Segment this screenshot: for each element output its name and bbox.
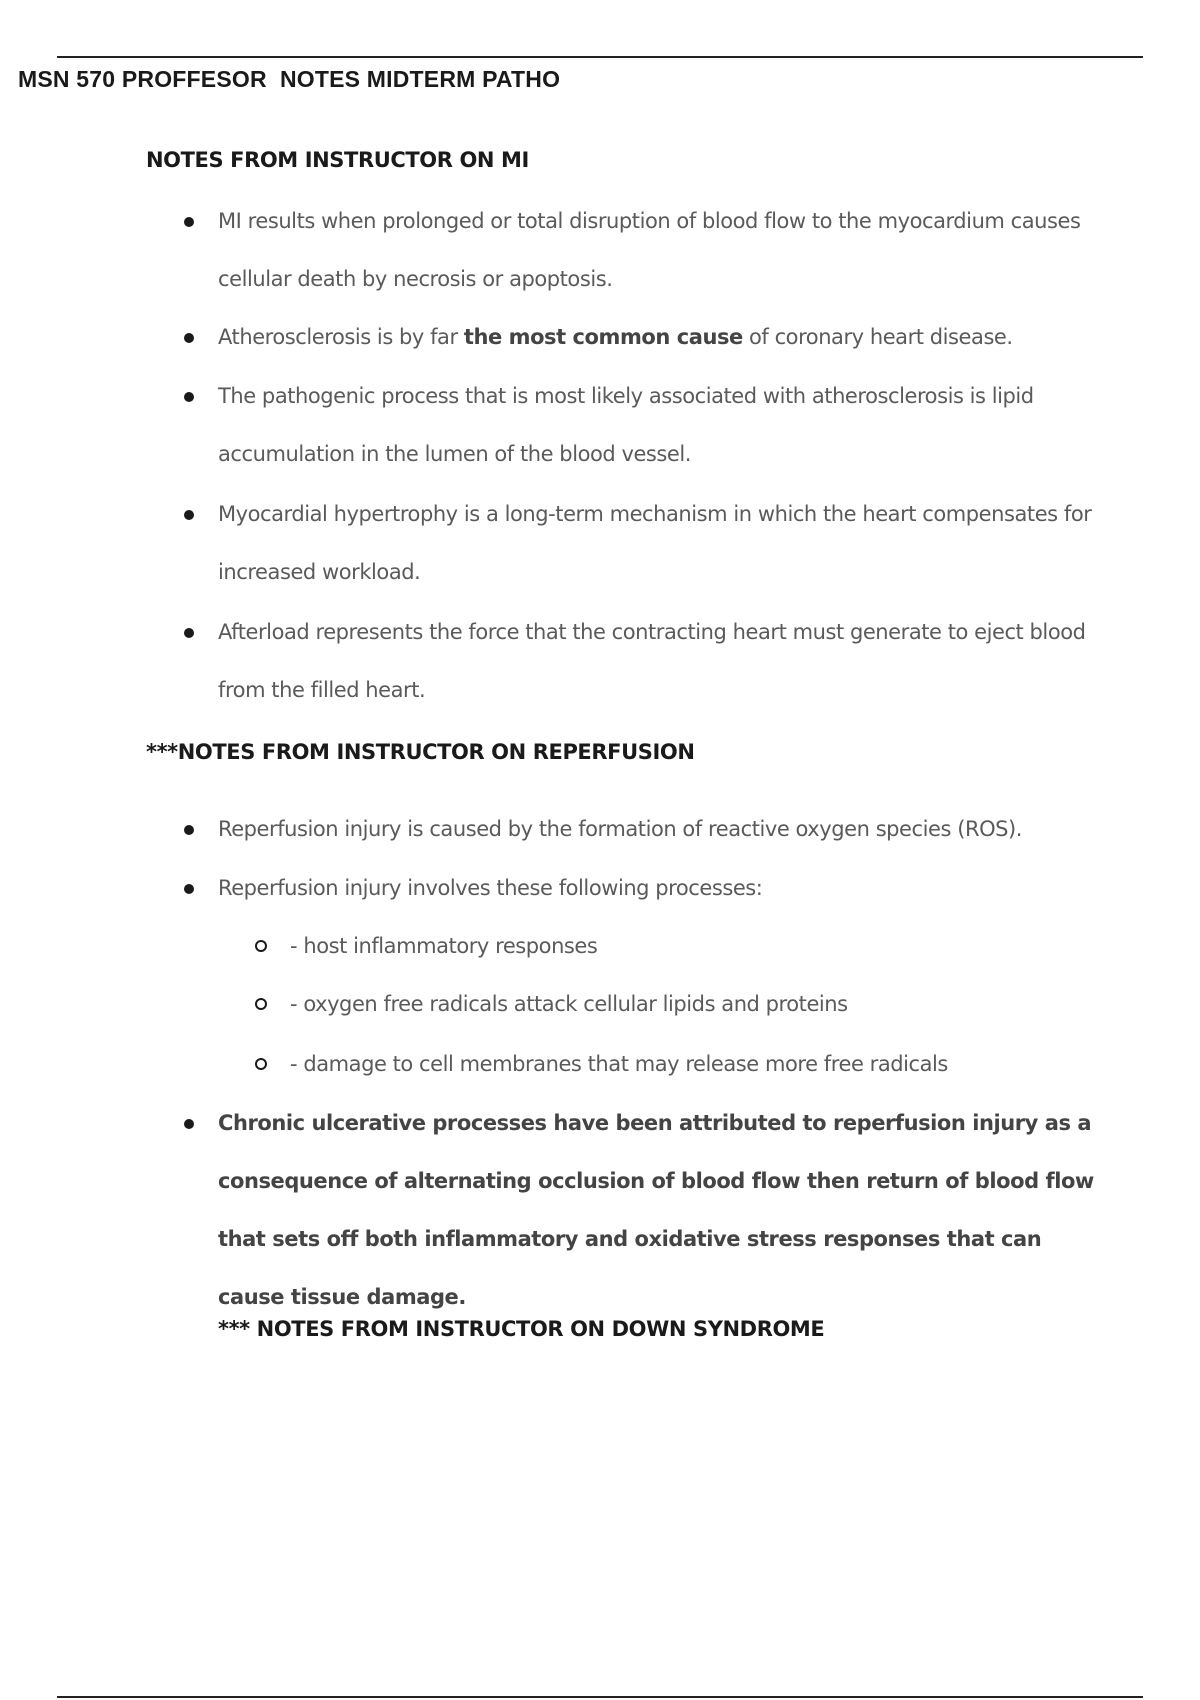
list-item bbox=[180, 485, 1110, 601]
list-item-text-after: of coronary heart disease. bbox=[742, 325, 1013, 349]
bullet-icon bbox=[184, 825, 194, 835]
bullet-icon bbox=[184, 217, 194, 227]
list-item bbox=[180, 367, 1110, 483]
list-item-text-bold: the most common cause bbox=[463, 325, 743, 349]
list-item bbox=[180, 308, 1110, 366]
bullet-icon bbox=[184, 510, 194, 520]
list-item-text: Myocardial hypertrophy is a long-term mechanism in which the heart compensates for increased workload. bbox=[218, 502, 1092, 584]
sub-list-item bbox=[252, 917, 1112, 975]
bullet-icon bbox=[184, 1119, 194, 1129]
list-item-text: MI results when prolonged or total disruption of blood flow to the myocardium causes cellular death by necrosis or apoptosis. bbox=[218, 209, 1081, 291]
sub-list-item-text: - oxygen free radicals attack cellular lipids and proteins bbox=[290, 992, 848, 1016]
list-item bbox=[180, 859, 1110, 917]
top-rule bbox=[57, 56, 1143, 58]
list-item-text: Afterload represents the force that the contracting heart must generate to eject blood from the filled heart. bbox=[218, 620, 1086, 702]
bottom-rule bbox=[57, 1696, 1143, 1698]
list-item bbox=[180, 800, 1110, 858]
list-item-text: Reperfusion injury is caused by the formation of reactive oxygen species (ROS). bbox=[218, 817, 1023, 841]
list-item bbox=[180, 603, 1110, 719]
list-item-text: Chronic ulcerative processes have been attributed to reperfusion injury as a consequence of alternating occlusion of blood flow then return of blood flow that sets off both inflammatory and oxidative stress responses that can cause tissue damage. bbox=[218, 1111, 1094, 1309]
list-item bbox=[180, 1094, 1110, 1326]
heading-mi: NOTES FROM INSTRUCTOR ON MI bbox=[146, 148, 529, 172]
document-title: MSN 570 PROFFESOR NOTES MIDTERM PATHO bbox=[18, 66, 561, 92]
list-item-text bbox=[218, 308, 1110, 366]
hollow-bullet-icon bbox=[255, 998, 267, 1010]
heading-down-syndrome: *** NOTES FROM INSTRUCTOR ON DOWN SYNDROME bbox=[218, 1317, 825, 1341]
list-item-text: The pathogenic process that is most likely associated with atherosclerosis is lipid accumulation in the lumen of the blood vessel. bbox=[218, 384, 1034, 466]
bullet-icon bbox=[184, 392, 194, 402]
hollow-bullet-icon bbox=[255, 1058, 267, 1070]
sub-list-item-text: - host inflammatory responses bbox=[290, 934, 598, 958]
list-item bbox=[180, 192, 1110, 308]
sub-list-item-text: - damage to cell membranes that may release more free radicals bbox=[290, 1052, 948, 1076]
heading-reperfusion: ***NOTES FROM INSTRUCTOR ON REPERFUSION bbox=[146, 740, 695, 764]
hollow-bullet-icon bbox=[255, 940, 267, 952]
bullet-icon bbox=[184, 884, 194, 894]
sub-list-item bbox=[252, 1035, 1112, 1093]
bullet-icon bbox=[184, 628, 194, 638]
list-item-text-before: Atherosclerosis is by far bbox=[218, 325, 464, 349]
bullet-icon bbox=[184, 333, 194, 343]
list-item-text: Reperfusion injury involves these following processes: bbox=[218, 876, 763, 900]
sub-list-item bbox=[252, 975, 1112, 1033]
